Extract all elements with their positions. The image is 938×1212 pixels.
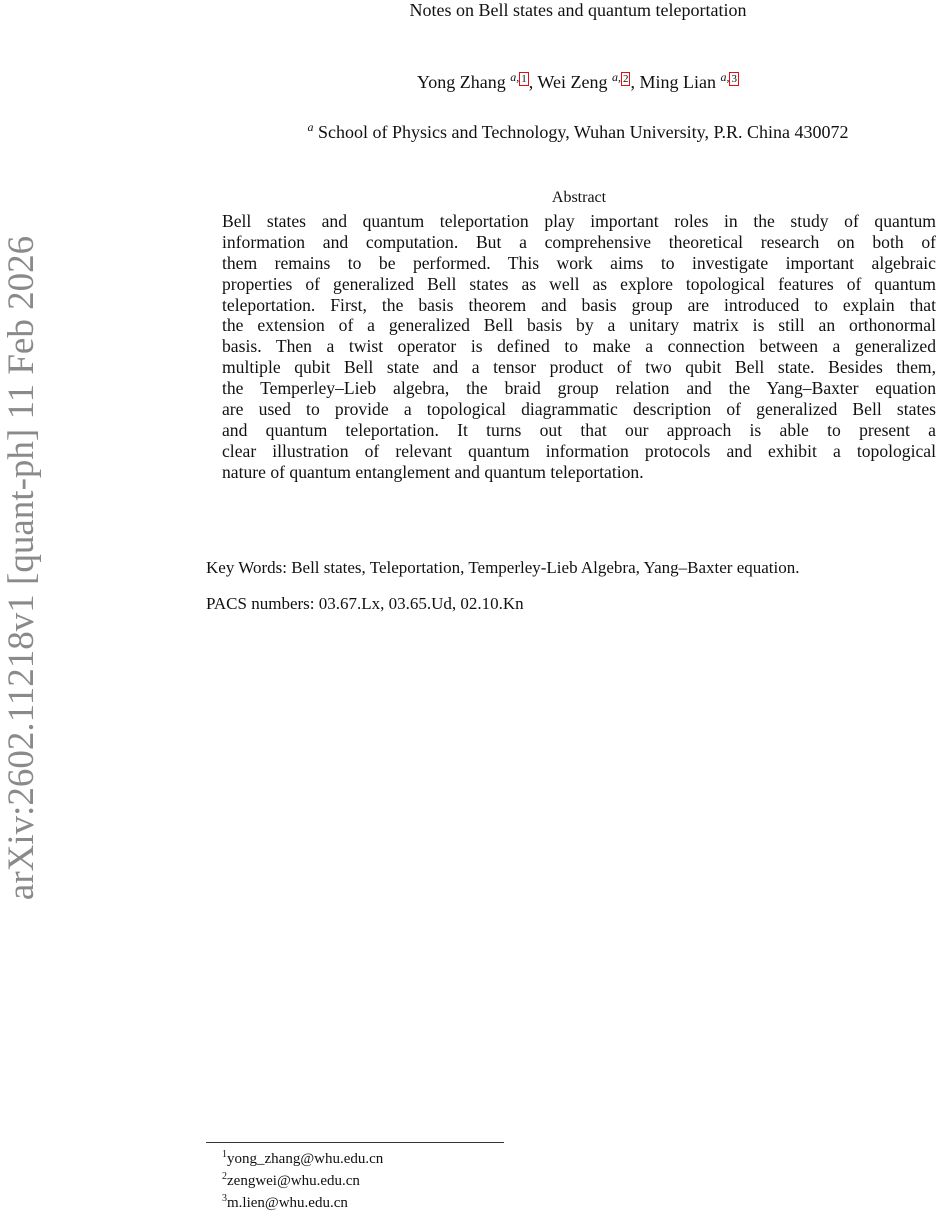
- footnote-mark: 1: [222, 1149, 227, 1160]
- abstract-line: multiple qubit Bell state and a tensor product of two qubit Bell state. Besides them,: [222, 357, 936, 378]
- pacs-numbers: PACS numbers: 03.67.Lx, 03.65.Ud, 02.10.Kn: [206, 594, 524, 613]
- affiliation-mark: a: [307, 120, 314, 134]
- author-affil-mark: a,: [720, 70, 730, 84]
- footnote: [222, 1146, 383, 1168]
- footnote-rule: [206, 1142, 504, 1143]
- author-name: Ming Lian: [639, 72, 716, 92]
- abstract-heading: Abstract: [551, 189, 607, 206]
- affiliation: [0, 120, 938, 143]
- author-affil-mark: a,: [611, 70, 621, 84]
- abstract-line: basis. Then a twist operator is defined to make a connection between a generalized: [222, 336, 936, 357]
- footnote-mark: 3: [222, 1193, 227, 1204]
- footnote-link[interactable]: 3: [731, 73, 737, 85]
- footnote-email: yong_zhang@whu.edu.cn: [227, 1151, 384, 1167]
- author-name: Yong Zhang: [417, 72, 506, 92]
- keywords: Key Words: Bell states, Teleportation, Temperley-Lieb Algebra, Yang–Baxter equation.: [206, 558, 800, 577]
- paper-title: Notes on Bell states and quantum teleportation: [409, 0, 747, 20]
- footnote-mark: 2: [222, 1171, 227, 1182]
- footnote-link[interactable]: 1: [521, 73, 527, 85]
- arxiv-stamp: arXiv:2602.11218v1 [quant-ph] 11 Feb 2026: [1, 235, 42, 901]
- abstract-line: nature of quantum entanglement and quantum teleportation.: [222, 461, 644, 482]
- abstract-line: clear illustration of relevant quantum information protocols and exhibit a topological: [222, 440, 936, 461]
- author-affil-mark: a,: [510, 70, 520, 84]
- author-name: Wei Zeng: [537, 72, 608, 92]
- abstract-line: properties of generalized Bell states as well as explore topological features of quantum: [222, 273, 936, 294]
- abstract-line: them remains to be performed. This work aims to investigate important algebraic: [222, 252, 936, 273]
- footnotes: [222, 1146, 383, 1212]
- footnote-email: m.lien@whu.edu.cn: [227, 1195, 348, 1211]
- footnote: [222, 1168, 383, 1190]
- author-list: Yong Zhang $^{a,}$ 1 , Wei Zeng $^{a,}$ 2 , Ming Lian $^{a,}$ 3: [417, 70, 737, 92]
- footnote-email: zengwei@whu.edu.cn: [227, 1173, 360, 1189]
- abstract-line: the extension of a generalized Bell basis by a unitary matrix is still an orthonormal: [222, 315, 936, 336]
- affiliation-text: School of Physics and Technology, Wuhan University, P.R. China 430072: [318, 122, 849, 142]
- abstract-line: information and computation. But a comprehensive theoretical research on both of: [222, 231, 936, 252]
- abstract-body: [222, 211, 936, 483]
- abstract-line: teleportation. First, the basis theorem and basis group are introduced to explain that: [222, 294, 936, 315]
- abstract-line: Bell states and quantum teleportation play important roles in the study of quantum: [222, 211, 936, 231]
- footnote-link[interactable]: 2: [622, 73, 629, 85]
- footnote: [222, 1190, 383, 1212]
- abstract-line: are used to provide a topological diagrammatic description of generalized Bell states: [222, 399, 936, 420]
- abstract-line: and quantum teleportation. It turns out that our approach is able to present a: [222, 419, 936, 440]
- abstract-line: the Temperley–Lieb algebra, the braid group relation and the Yang–Baxter equation: [222, 378, 936, 399]
